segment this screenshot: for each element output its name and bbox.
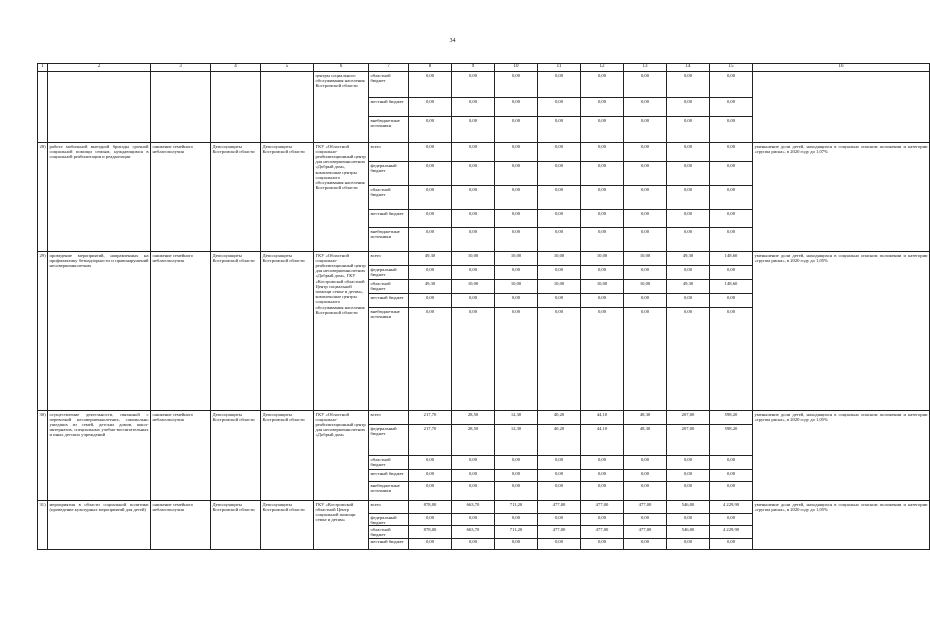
- funding-value: 0,00: [710, 186, 753, 210]
- funding-value: 0,00: [409, 470, 452, 482]
- funding-value: 0,00: [452, 72, 495, 98]
- funding-value: 477,00: [538, 526, 581, 538]
- column-number-header: 2: [48, 64, 151, 72]
- result-cell: уменьшение доли детей, находящихся в социально опасном положении и категории «группа риска», в 2020 году до 1,07%: [753, 143, 930, 252]
- funding-value: 0,00: [495, 456, 538, 470]
- empty-cell: [261, 72, 314, 143]
- funding-value: 0,00: [667, 186, 710, 210]
- funding-value: 546,00: [667, 501, 710, 514]
- funding-value: 0,00: [710, 538, 753, 549]
- funding-value: 0,00: [624, 143, 667, 162]
- funding-source: областной бюджет: [369, 456, 409, 470]
- funding-value: 44,10: [581, 411, 624, 425]
- funding-value: 0,00: [538, 308, 581, 411]
- funding-source: местный бюджет: [369, 294, 409, 308]
- funding-value: 0,00: [409, 98, 452, 117]
- funding-value: 10,00: [624, 280, 667, 294]
- funding-value: 0,00: [452, 186, 495, 210]
- funding-value: 0,00: [624, 72, 667, 98]
- funding-value: 0,00: [710, 456, 753, 470]
- funding-value: 0,00: [538, 456, 581, 470]
- organization-cell: ГКУ «Областной социально-реабилитационный центр для несовершеннолетних «Добрый дом»: [314, 411, 369, 501]
- funding-value: 0,00: [667, 538, 710, 549]
- funding-value: 10,00: [581, 280, 624, 294]
- funding-value: 10,00: [452, 252, 495, 266]
- activity-name: мероприятия в области социальной политики (проведение культурных мероприятий для детей): [48, 501, 151, 550]
- funding-value: 0,00: [667, 308, 710, 411]
- funding-value: 0,00: [452, 538, 495, 549]
- funding-value: 0,00: [409, 514, 452, 526]
- table-row: [38, 501, 930, 514]
- funding-value: 0,00: [581, 308, 624, 411]
- funding-value: 0,00: [452, 294, 495, 308]
- funding-value: 48,30: [624, 425, 667, 456]
- funding-value: 148,60: [710, 280, 753, 294]
- funding-value: 217,70: [409, 425, 452, 456]
- executor-cell: Депсоцзащиты Костромской области: [261, 143, 314, 252]
- funding-value: 0,00: [624, 308, 667, 411]
- funding-value: 49,30: [409, 252, 452, 266]
- funding-value: 477,00: [538, 501, 581, 514]
- funding-value: 477,00: [624, 501, 667, 514]
- column-number-header: 11: [538, 64, 581, 72]
- funding-value: 0,00: [710, 308, 753, 411]
- funding-source: внебюджетные источники: [369, 117, 409, 143]
- funding-value: 0,00: [667, 98, 710, 117]
- funding-value: 12,30: [495, 425, 538, 456]
- funding-value: 0,00: [538, 228, 581, 252]
- funding-value: 0,00: [495, 538, 538, 549]
- funding-value: 0,00: [409, 308, 452, 411]
- funding-source: федеральный бюджет: [369, 266, 409, 280]
- funding-value: 10,00: [538, 252, 581, 266]
- executor-cell: Депсоцзащиты Костромской области: [261, 411, 314, 501]
- funding-value: 0,00: [452, 143, 495, 162]
- funding-value: 0,00: [710, 470, 753, 482]
- funding-value: 0,00: [624, 117, 667, 143]
- funding-value: 0,00: [581, 470, 624, 482]
- funding-source: областной бюджет: [369, 72, 409, 98]
- funding-value: 148,60: [710, 252, 753, 266]
- column-number-header: 9: [452, 64, 495, 72]
- funding-value: 0,00: [667, 294, 710, 308]
- funding-value: 0,00: [710, 514, 753, 526]
- funding-value: 477,00: [581, 501, 624, 514]
- item-number: 28): [38, 143, 48, 252]
- funding-source: областной бюджет: [369, 280, 409, 294]
- funding-value: 0,00: [581, 266, 624, 280]
- page-number: 34: [449, 38, 456, 44]
- funding-value: 48,30: [624, 411, 667, 425]
- funding-value: 10,00: [538, 280, 581, 294]
- funding-value: 878,00: [409, 501, 452, 514]
- funding-value: 44,10: [581, 425, 624, 456]
- funding-value: 0,00: [581, 186, 624, 210]
- funding-value: 0,00: [624, 538, 667, 549]
- funding-value: 477,00: [581, 526, 624, 538]
- funding-value: 0,00: [710, 294, 753, 308]
- funding-value: 4 229,90: [710, 501, 753, 514]
- funding-value: 477,00: [624, 526, 667, 538]
- column-number-header: 6: [314, 64, 369, 72]
- organization-cell: ГКУ «Областной социально-реабилитационный центр для несовершеннолетних «Добрый дом», комплексные центры социального обслуживания населения Костромской области: [314, 143, 369, 252]
- funding-value: 10,00: [495, 280, 538, 294]
- column-number-header: 16: [753, 64, 930, 72]
- funding-value: 0,00: [452, 98, 495, 117]
- funding-value: 217,70: [409, 411, 452, 425]
- objective-cell: снижение семейного неблагополучия: [151, 252, 211, 411]
- funding-value: 0,00: [409, 72, 452, 98]
- funding-value: 10,00: [581, 252, 624, 266]
- funding-value: 0,00: [409, 143, 452, 162]
- funding-value: 0,00: [452, 117, 495, 143]
- funding-value: 0,00: [538, 162, 581, 186]
- funding-source: местный бюджет: [369, 210, 409, 228]
- funding-value: 49,30: [409, 280, 452, 294]
- funding-value: 0,00: [624, 162, 667, 186]
- responsible-dept: Депсоцзащиты Костромской области: [211, 411, 261, 501]
- funding-value: 0,00: [624, 266, 667, 280]
- funding-value: 0,00: [667, 143, 710, 162]
- funding-value: 0,00: [495, 470, 538, 482]
- funding-value: 0,00: [495, 98, 538, 117]
- funding-value: 0,00: [667, 456, 710, 470]
- funding-value: 0,00: [667, 228, 710, 252]
- funding-value: 0,00: [667, 210, 710, 228]
- funding-value: 0,00: [581, 482, 624, 501]
- funding-value: 0,00: [710, 266, 753, 280]
- objective-cell: снижение семейного неблагополучия: [151, 411, 211, 501]
- table-row: [38, 252, 930, 266]
- funding-value: 663,70: [452, 526, 495, 538]
- funding-value: 0,00: [538, 117, 581, 143]
- funding-value: 0,00: [667, 470, 710, 482]
- funding-value: 0,00: [667, 162, 710, 186]
- funding-value: 0,00: [538, 72, 581, 98]
- funding-value: 0,00: [495, 228, 538, 252]
- activity-name: проведение мероприятий, направленных на профилактику безнадзорности и правонарушений несовершеннолетних: [48, 252, 151, 411]
- column-number-header: 4: [211, 64, 261, 72]
- funding-value: 0,00: [409, 186, 452, 210]
- funding-value: 0,00: [624, 228, 667, 252]
- organization-cell: ГКУ «Областной социально-реабилитационный центр для несовершеннолетних «Добрый дом», ГКУ «Костромской областной Центр социальной помощи семье и детям», комплексные центры социального обслуживания населения Костромской области: [314, 252, 369, 411]
- column-number-header: 5: [261, 64, 314, 72]
- funding-value: 12,30: [495, 411, 538, 425]
- funding-value: 878,00: [409, 526, 452, 538]
- funding-value: 0,00: [581, 538, 624, 549]
- activity-name: осуществление деятельности, связанной с перевозкой несовершеннолетних, самовольно ушедших из семей, детских домов, школ-интернатов, специальных учебно-воспитательных и иных детских учреждений: [48, 411, 151, 501]
- funding-source: всего: [369, 501, 409, 514]
- funding-value: 0,00: [495, 210, 538, 228]
- funding-value: 28,50: [452, 411, 495, 425]
- funding-value: 598,20: [710, 411, 753, 425]
- funding-source: местный бюджет: [369, 98, 409, 117]
- funding-value: 0,00: [538, 143, 581, 162]
- funding-value: 207,00: [667, 411, 710, 425]
- empty-cell: [151, 72, 211, 143]
- funding-value: 0,00: [710, 482, 753, 501]
- funding-value: 0,00: [538, 98, 581, 117]
- funding-value: 0,00: [581, 210, 624, 228]
- funding-source: внебюджетные источники: [369, 482, 409, 501]
- funding-value: 0,00: [495, 186, 538, 210]
- funding-value: 0,00: [495, 514, 538, 526]
- funding-value: 0,00: [452, 514, 495, 526]
- column-number-header: 13: [624, 64, 667, 72]
- funding-source: всего: [369, 411, 409, 425]
- funding-value: 0,00: [538, 294, 581, 308]
- funding-value: 0,00: [452, 456, 495, 470]
- funding-value: 0,00: [710, 162, 753, 186]
- funding-source: федеральный бюджет: [369, 162, 409, 186]
- funding-value: 0,00: [409, 456, 452, 470]
- empty-cell: [48, 72, 151, 143]
- funding-value: 40,20: [538, 411, 581, 425]
- funding-value: 0,00: [624, 294, 667, 308]
- funding-value: 0,00: [495, 143, 538, 162]
- funding-value: 0,00: [581, 514, 624, 526]
- responsible-dept: Депсоцзащиты Костромской области: [211, 252, 261, 411]
- funding-value: 0,00: [452, 266, 495, 280]
- funding-value: 598,20: [710, 425, 753, 456]
- executor-cell: Депсоцзащиты Костромской области: [261, 252, 314, 411]
- funding-value: 0,00: [409, 117, 452, 143]
- funding-value: 0,00: [581, 143, 624, 162]
- funding-value: 0,00: [710, 143, 753, 162]
- funding-value: 207,00: [667, 425, 710, 456]
- table-row: [38, 411, 930, 425]
- funding-source: внебюджетные источники: [369, 308, 409, 411]
- funding-value: 0,00: [624, 470, 667, 482]
- result-cell: [753, 72, 930, 143]
- funding-source: всего: [369, 143, 409, 162]
- funding-value: 0,00: [581, 456, 624, 470]
- funding-value: 0,00: [409, 162, 452, 186]
- funding-value: 0,00: [581, 117, 624, 143]
- column-number-header: 8: [409, 64, 452, 72]
- funding-value: 0,00: [409, 228, 452, 252]
- funding-value: 0,00: [624, 98, 667, 117]
- result-cell: уменьшение доли детей, находящихся в социально опасном положении и категории «группа риска», в 2020 году до 1,05%: [753, 252, 930, 411]
- funding-value: 0,00: [667, 117, 710, 143]
- funding-value: 40,20: [538, 425, 581, 456]
- column-number-header: 15: [710, 64, 753, 72]
- funding-value: 28,50: [452, 425, 495, 456]
- funding-source: всего: [369, 252, 409, 266]
- objective-cell: снижение семейного неблагополучия: [151, 143, 211, 252]
- funding-value: 0,00: [667, 266, 710, 280]
- funding-value: 0,00: [409, 538, 452, 549]
- result-cell: уменьшение доли детей, находящихся в социально опасном положении и категории «группа риска», в 2020 году до 1,05%: [753, 501, 930, 550]
- program-table: [37, 63, 930, 550]
- funding-source: местный бюджет: [369, 470, 409, 482]
- funding-value: 0,00: [538, 470, 581, 482]
- organization-cell: ГКУ «Костромской областной Центр социальной помощи семье и детям»: [314, 501, 369, 550]
- column-number-header: 1: [38, 64, 48, 72]
- funding-value: 0,00: [538, 514, 581, 526]
- item-number: 31): [38, 501, 48, 550]
- funding-value: 0,00: [495, 162, 538, 186]
- funding-value: 0,00: [581, 228, 624, 252]
- funding-value: 711,20: [495, 501, 538, 514]
- funding-value: 10,00: [452, 280, 495, 294]
- header-row: [38, 64, 930, 72]
- column-number-header: 3: [151, 64, 211, 72]
- funding-value: 0,00: [624, 210, 667, 228]
- funding-source: федеральный бюджет: [369, 514, 409, 526]
- funding-value: 10,00: [495, 252, 538, 266]
- responsible-dept: Депсоцзащиты Костромской области: [211, 501, 261, 550]
- funding-value: 0,00: [452, 228, 495, 252]
- activity-name: работа мобильной выездной бригады срочной социальной помощи семьям, нуждающимся в социальной реабилитации и реадаптации: [48, 143, 151, 252]
- column-number-header: 14: [667, 64, 710, 72]
- funding-value: 49,30: [667, 252, 710, 266]
- responsible-dept: Депсоцзащиты Костромской области: [211, 143, 261, 252]
- funding-source: местный бюджет: [369, 538, 409, 549]
- funding-value: 0,00: [710, 228, 753, 252]
- funding-value: 0,00: [495, 482, 538, 501]
- funding-value: 0,00: [538, 482, 581, 501]
- funding-value: 0,00: [667, 514, 710, 526]
- funding-value: 0,00: [538, 266, 581, 280]
- funding-value: 4 229,90: [710, 526, 753, 538]
- funding-source: федеральный бюджет: [369, 425, 409, 456]
- funding-value: 663,70: [452, 501, 495, 514]
- organization-cell: центры социального обслуживания населения Костромской области: [314, 72, 369, 143]
- funding-value: 0,00: [710, 117, 753, 143]
- funding-value: 0,00: [667, 72, 710, 98]
- empty-cell: [38, 72, 48, 143]
- funding-value: 0,00: [452, 210, 495, 228]
- funding-value: 0,00: [452, 470, 495, 482]
- funding-value: 0,00: [624, 186, 667, 210]
- funding-value: 0,00: [452, 162, 495, 186]
- funding-value: 0,00: [624, 482, 667, 501]
- funding-value: 0,00: [581, 98, 624, 117]
- funding-value: 0,00: [667, 482, 710, 501]
- funding-value: 10,00: [624, 252, 667, 266]
- funding-value: 0,00: [538, 186, 581, 210]
- result-cell: уменьшение доли детей, находящихся в социально опасном положении и категории «группа риска», в 2020 году до 1,05%: [753, 411, 930, 501]
- funding-value: 0,00: [409, 482, 452, 501]
- funding-value: 49,30: [667, 280, 710, 294]
- funding-value: 711,20: [495, 526, 538, 538]
- funding-value: 0,00: [581, 72, 624, 98]
- funding-value: 0,00: [710, 72, 753, 98]
- column-number-header: 10: [495, 64, 538, 72]
- item-number: 30): [38, 411, 48, 501]
- column-number-header: 12: [581, 64, 624, 72]
- objective-cell: снижение семейного неблагополучия: [151, 501, 211, 550]
- funding-source: областной бюджет: [369, 186, 409, 210]
- funding-value: 0,00: [495, 72, 538, 98]
- funding-value: 0,00: [409, 294, 452, 308]
- table-row: [38, 143, 930, 162]
- funding-value: 0,00: [495, 117, 538, 143]
- funding-value: 0,00: [452, 308, 495, 411]
- funding-value: 0,00: [538, 538, 581, 549]
- funding-source: внебюджетные источники: [369, 228, 409, 252]
- table-row: [38, 72, 930, 98]
- funding-value: 0,00: [538, 210, 581, 228]
- funding-value: 0,00: [581, 162, 624, 186]
- funding-value: 0,00: [624, 456, 667, 470]
- empty-cell: [211, 72, 261, 143]
- funding-source: областной бюджет: [369, 526, 409, 538]
- funding-value: 0,00: [495, 308, 538, 411]
- funding-value: 0,00: [624, 514, 667, 526]
- funding-value: 0,00: [409, 210, 452, 228]
- funding-value: 0,00: [495, 294, 538, 308]
- funding-value: 0,00: [452, 482, 495, 501]
- funding-value: 0,00: [710, 98, 753, 117]
- funding-value: 0,00: [409, 266, 452, 280]
- executor-cell: Депсоцзащиты Костромской области: [261, 501, 314, 550]
- funding-value: 0,00: [710, 210, 753, 228]
- funding-value: 0,00: [495, 266, 538, 280]
- funding-value: 546,00: [667, 526, 710, 538]
- item-number: 29): [38, 252, 48, 411]
- column-number-header: 7: [369, 64, 409, 72]
- funding-value: 0,00: [581, 294, 624, 308]
